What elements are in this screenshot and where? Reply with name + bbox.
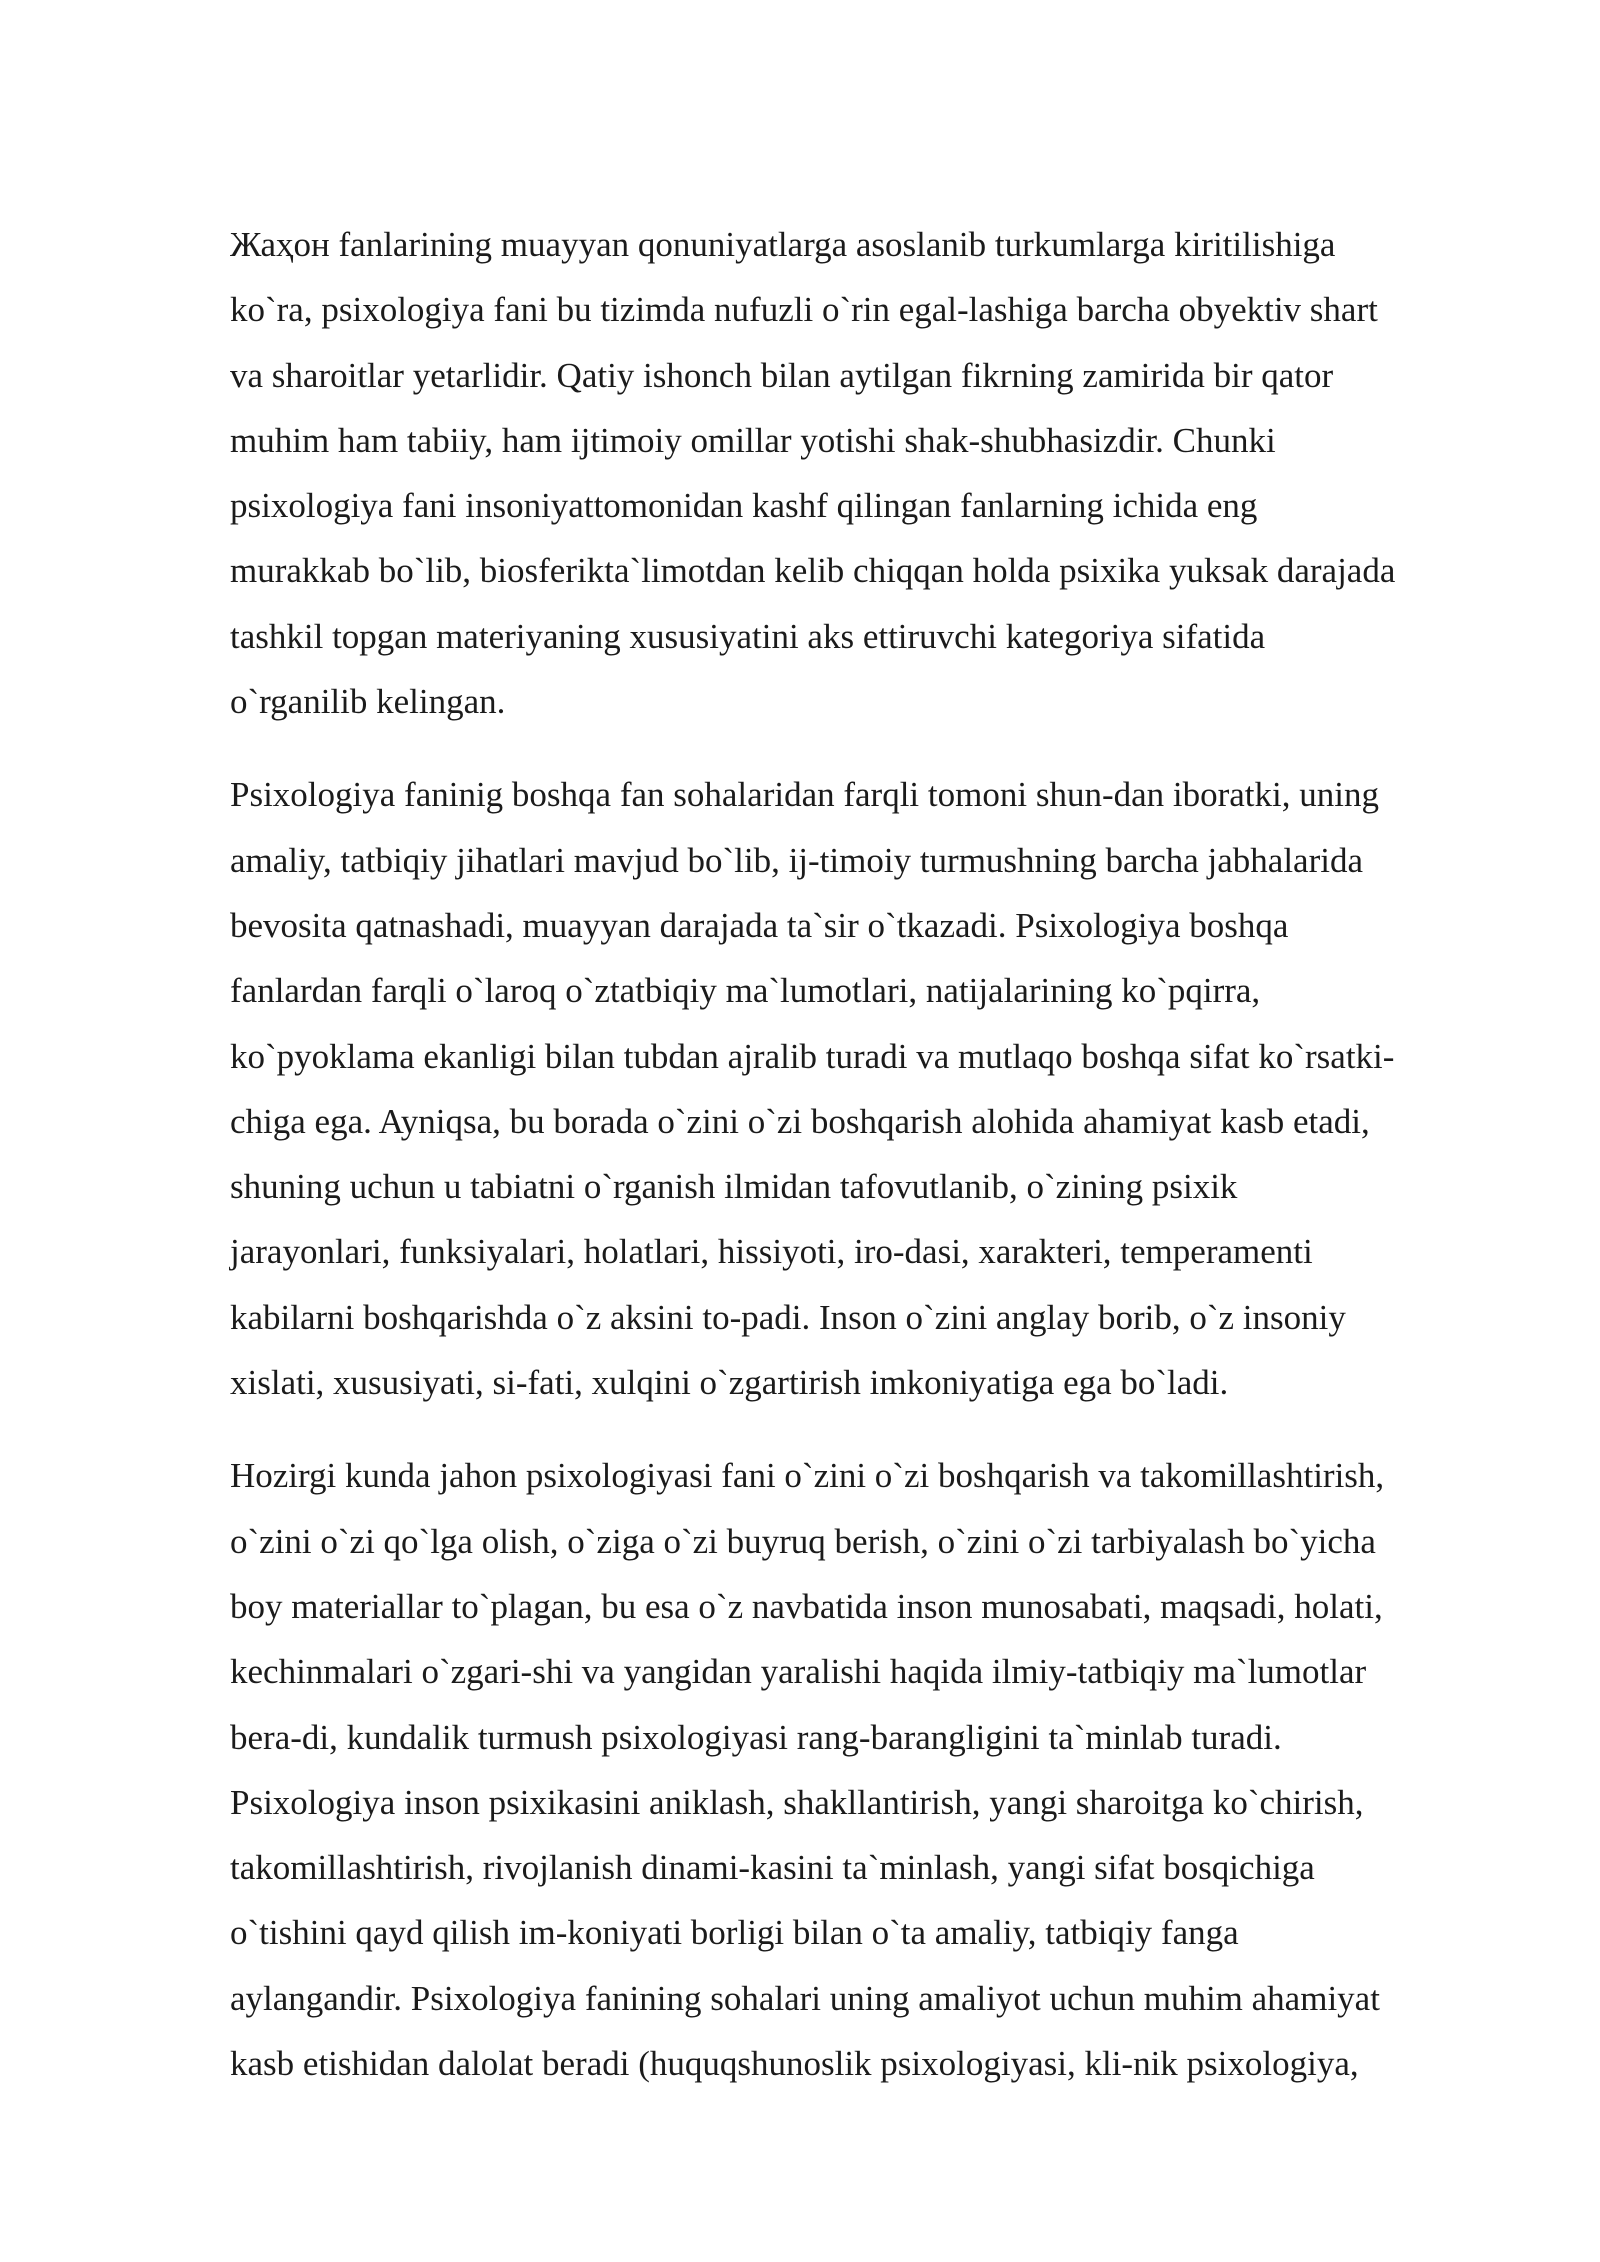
text-line: fanlardan farqli o`laroq o`ztatbiqiy ma`lumotlari, natijalarining ko`pqirra, [230,971,1261,1011]
text-line: Hozirgi kunda jahon psixologiyasi fani o`zini o`zi boshqarish va takomillashtirish, [230,1456,1385,1496]
text-line: chiga ega. Ayniqsa, bu borada o`zini o`zi boshqarish alohida ahamiyat kasb etadi, [230,1101,1370,1141]
text-line: kasb etishidan dalolat beradi (huquqshunoslik psixologiyasi, kli-nik psixologiya, [230,2044,1359,2084]
text-line: o`rganilib kelingan. [230,682,506,722]
document-body [230,212,1502,2124]
text-line: muhim ham tabiiy, ham ijtimoiy omillar yotishi shak-shubhasizdir. Chunki [230,420,1276,460]
text-line: ko`pyoklama ekanligi bilan tubdan ajralib turadi va mutlaqo boshqa sifat ko`rsatki- [230,1036,1395,1076]
text-line: kabilarni boshqarishda o`z aksini to-padi. Inson o`zini anglay borib, o`z insoniy [230,1297,1346,1337]
text-line: murakkab bo`lib, biosferikta`limotdan kelib chiqqan holda psixika yuksak darajada [230,551,1396,591]
text-line: jarayonlari, funksiyalari, holatlari, hissiyoti, iro-dasi, xarakteri, temperamenti [230,1232,1313,1272]
text-line: kechinmalari o`zgari-shi va yangidan yaralishi haqida ilmiy-tatbiqiy ma`lumotlar [230,1652,1367,1692]
text-line: psixologiya fani insoniyattomonidan kashf qilingan fanlarning ichida eng [230,486,1258,526]
paragraph-3 [230,1443,1502,2096]
text-line: Psixologiya faninig boshqa fan sohalaridan farqli tomoni shun-dan iboratki, uning [230,775,1379,815]
text-line: tashkil topgan materiyaning xususiyatini aks ettiruvchi kategoriya sifatida [230,616,1266,656]
text-line: bera-di, kundalik turmush psixologiyasi rang-barangligini ta`minlab turadi. [230,1717,1282,1757]
paragraph-1 [230,212,1502,734]
text-line: amaliy, tatbiqiy jihatlari mavjud bo`lib, ij-timoiy turmushning barcha jabhalarida [230,840,1364,880]
text-line: aylangandir. Psixologiya fanining sohalari uning amaliyot uchun muhim ahamiyat [230,1978,1380,2018]
text-line: xislati, xususiyati, si-fati, xulqini o`zgartirish imkoniyatiga ega bo`ladi. [230,1363,1229,1403]
text-line: boy materiallar to`plagan, bu esa o`z navbatida inson munosabati, maqsadi, holati, [230,1586,1383,1626]
text-line: Жаҳон fanlarining muayyan qonuniyatlarga asoslanib turkumlarga kiritilishiga [230,225,1336,264]
text-line: o`zini o`zi qo`lga olish, o`ziga o`zi buyruq berish, o`zini o`zi tarbiyalash bo`yicha [230,1521,1376,1561]
text-line: shuning uchun u tabiatni o`rganish ilmidan tafovutlanib, o`zining psixik [230,1167,1238,1207]
text-line: o`tishini qayd qilish im-koniyati borligi bilan o`ta amaliy, tatbiqiy fanga [230,1913,1239,1953]
text-line: Psixologiya inson psixikasini aniklash, shakllantirish, yangi sharoitga ko`chirish, [230,1782,1364,1822]
text-line: va sharoitlar yetarlidir. Qatiy ishonch bilan aytilgan fikrning zamirida bir qator [230,355,1334,395]
text-line: ko`ra, psixologiya fani bu tizimda nufuzli o`rin egal-lashiga barcha obyektiv shart [230,290,1378,330]
text-line: takomillashtirish, rivojlanish dinami-kasini ta`minlash, yangi sifat bosqichiga [230,1848,1315,1888]
text-line: bevosita qatnashadi, muayyan darajada ta`sir o`tkazadi. Psixologiya boshqa [230,905,1289,945]
paragraph-2 [230,762,1502,1415]
